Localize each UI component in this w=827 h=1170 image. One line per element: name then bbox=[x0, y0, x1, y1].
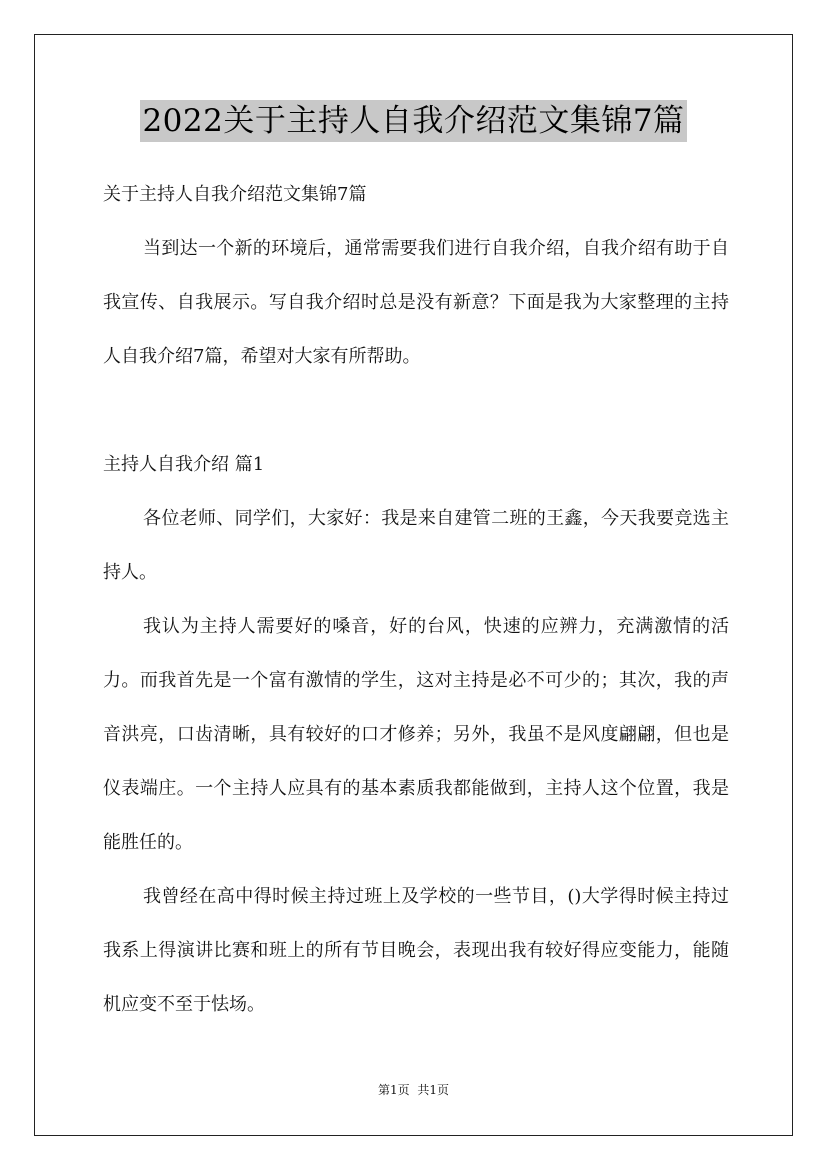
total-pages: 共1页 bbox=[417, 1083, 450, 1097]
title-container bbox=[0, 100, 827, 142]
document-title: 2022关于主持人自我介绍范文集锦7篇 bbox=[140, 100, 686, 142]
intro-paragraph: 当到达一个新的环境后，通常需要我们进行自我介绍，自我介绍有助于自我宣传、自我展示。写自我介绍时总是没有新意？下面是我为大家整理的主持人自我介绍7篇，希望对大家有所帮助。 bbox=[103, 238, 729, 367]
section-heading: 主持人自我介绍 篇1 bbox=[103, 454, 265, 475]
page-number: 第1页 bbox=[377, 1083, 410, 1097]
document-subtitle: 关于主持人自我介绍范文集锦7篇 bbox=[103, 184, 367, 205]
body-paragraph: 各位老师、同学们，大家好：我是来自建管二班的王鑫，今天我要竞选主持人。 bbox=[103, 508, 729, 583]
document-body bbox=[103, 168, 729, 1032]
page-footer bbox=[0, 1082, 827, 1098]
section-spacer bbox=[103, 384, 729, 438]
body-paragraph: 我认为主持人需要好的嗓音，好的台风，快速的应辨力，充满激情的活力。而我首先是一个富有激情的学生，这对主持是必不可少的；其次，我的声音洪亮，口齿清晰，具有较好的口才修养；另外，我虽不是风度翩翩，但也是仪表端庄。一个主持人应具有的基本素质我都能做到，主持人这个位置，我是能胜任的。 bbox=[103, 616, 729, 853]
body-paragraph: 我曾经在高中得时候主持过班上及学校的一些节目，()大学得时候主持过我系上得演讲比赛和班上的所有节目晚会，表现出我有较好得应变能力，能随机应变不至于怯场。 bbox=[103, 886, 729, 1015]
